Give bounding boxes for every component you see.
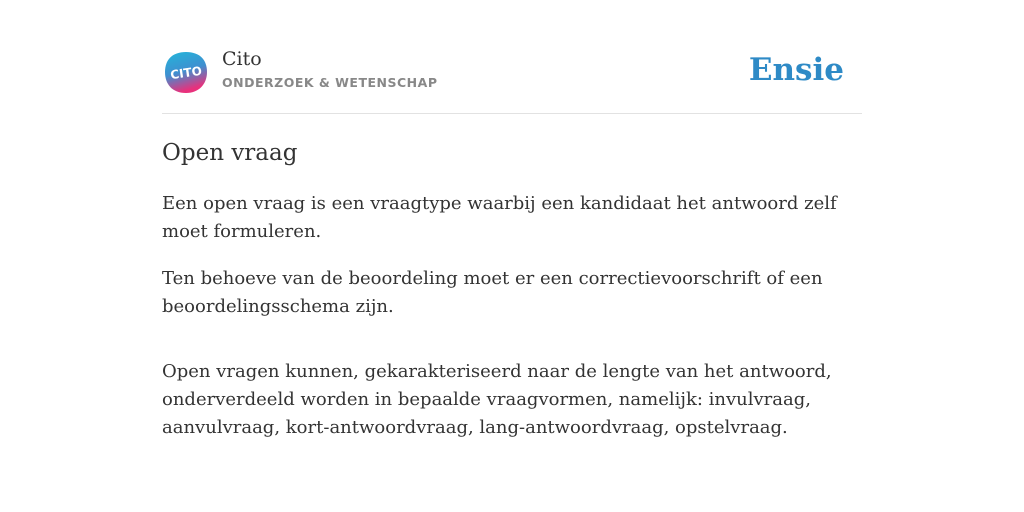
- article-paragraph: Ten behoeve van de beoordeling moet er een correctievoorschrift of een beoordelingsschema zijn.: [162, 268, 823, 317]
- organization-subtitle: ONDERZOEK & WETENSCHAP: [222, 75, 438, 90]
- organization-name: Cito: [222, 48, 262, 70]
- svg-text:CITO: CITO: [169, 63, 203, 83]
- article-title: Open vraag: [162, 140, 298, 166]
- ensie-brand-link[interactable]: Ensie: [748, 52, 844, 88]
- article-body: [162, 190, 862, 461]
- cito-logo-icon: [164, 50, 208, 94]
- article-paragraph: Open vragen kunnen, gekarakteriseerd naar de lengte van het antwoord, onderverdeeld worden in bepaalde vraagvormen, namelijk: invulvraag, aanvulvraag, kort-antwoordvraag, lang-antwoordvraag, opstelvraag.: [162, 361, 832, 438]
- article-paragraph: Een open vraag is een vraagtype waarbij een kandidaat het antwoord zelf moet formuleren.: [162, 193, 837, 242]
- header: [162, 44, 862, 114]
- organization: [222, 46, 437, 94]
